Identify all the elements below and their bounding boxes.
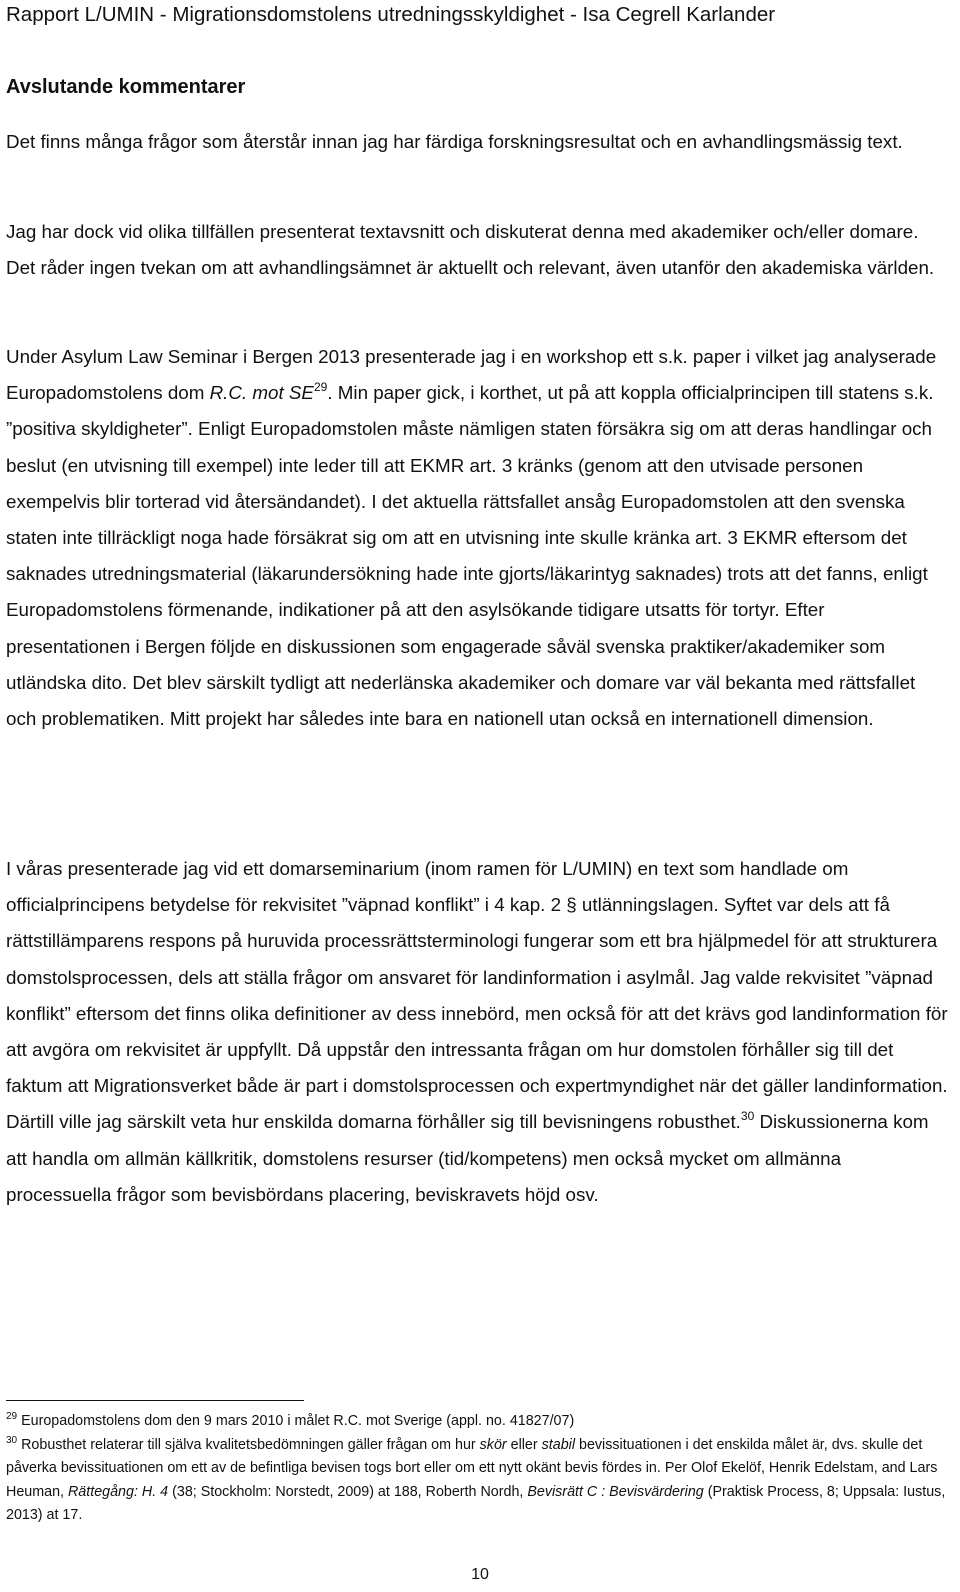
paragraph-presentations: Jag har dock vid olika tillfällen presenterat textavsnitt och diskuterat denna med akademiker och/eller domare. Det råder ingen tvekan om att avhandlingsämnet är aktuellt och relevant, även utanför den akademiska världen.: [6, 221, 935, 279]
footnote-text: eller: [506, 1437, 542, 1453]
footnote-emphasis: stabil: [541, 1437, 576, 1453]
running-header: Rapport L/UMIN - Migrationsdomstolens utredningsskyldighet - Isa Cegrell Karlander: [6, 3, 776, 26]
footnote-text: Robusthet relaterar till själva kvalitetsbedömningen gäller frågan om hur: [17, 1437, 480, 1453]
footnote-emphasis: skör: [479, 1437, 507, 1453]
section-heading: Avslutande kommentarer: [6, 76, 246, 98]
footnote-30: [6, 1434, 950, 1527]
paragraph-bergen-seminar: [6, 339, 950, 737]
paragraph-text: Under Asylum Law Seminar i Bergen 2013 presenterade jag i en workshop ett s.k. paper i vilket jag analyserade Europadomstolens dom: [6, 346, 937, 404]
paragraph-text: I våras presenterade jag vid ett domarseminarium (inom ramen för L/UMIN) en text som handlade om officialprincipens betydelse för rekvisitet ”väpnad konflikt” i 4 kap. 2 § utlänningslagen. Syftet var dels att få rättstillämparens respons på huruvida processrättsterminologi fungerar som ett bra hjälpmedel för att strukturera domstolsprocessen, dels att ställa frågor om ansvaret för landinformation i asylmål. Jag valde rekvisitet ”väpnad konflikt” eftersom det finns olika definitioner av dess innebörd, men också för att det krävs god landinformation för att avgöra om rekvisitet är uppfyllt. Då uppstår den intressanta frågan om hur domstolen förhåller sig till det faktum att Migrationsverket både är part i domstolsprocessen och expertmyndighet när det gäller landinformation. Därtill ville jag särskilt veta hur enskilda domarna förhåller sig till bevisningens robusthet.: [6, 858, 948, 1133]
book-title: Rättegång: H. 4: [67, 1483, 169, 1500]
footnote-text: Europadomstolens dom den 9 mars 2010 i målet R.C. mot Sverige (appl. no. 41827/07): [17, 1413, 575, 1429]
paragraph-judge-seminar: [6, 851, 950, 1213]
paragraph-text: Diskussionerna kom att handla om allmän källkritik, domstolens resurser (tid/kompetens) men också mycket om allmänna processuella frågor som bevisbördans placering, beviskravets höjd osv.: [6, 1111, 929, 1205]
footnote-reference: 29: [313, 380, 328, 395]
case-name: R.C. mot SE: [209, 382, 314, 404]
footnote-text: (Praktisk Process, 8; Uppsala: Iustus, 2013) at 17.: [6, 1483, 946, 1523]
footnote-29: [6, 1410, 950, 1433]
page-number: 10: [471, 1566, 489, 1583]
footnote-text: (38; Stockholm: Norstedt, 2009) at 188, Roberth Nordh,: [168, 1483, 528, 1500]
paragraph-intro: Det finns många frågor som återstår innan jag har färdiga forskningsresultat och en avhandlingsmässig text.: [6, 131, 903, 152]
book-title: Bevisrätt C : Bevisvärdering: [527, 1483, 704, 1500]
footnote-number: 30: [6, 1435, 18, 1446]
footnote-separator: [6, 1400, 304, 1401]
footnote-reference: 30: [740, 1109, 755, 1124]
paragraph-text: . Min paper gick, i korthet, ut på att koppla officialprincipen till statens s.k. ”positiva skyldigheter”. Enligt Europadomstolen måste nämligen staten försäkra sig om att deras handlingar och beslut (en utvisning till exempel) inte leder till att EKMR art. 3 kränks (genom att den utvisade personen exempelvis blir torterad vid återsändandet). I det aktuella rättsfallet ansåg Europadomstolen att den svenska staten inte tillräckligt noga hade försäkrat sig om att en utvisning inte skulle kränka art. 3 EKMR eftersom det saknades utredningsmaterial (läkarundersökning hade inte gjorts/läkarintyg saknades) trots att det fanns, enligt Europadomstolens förmenande, indikationer på att den asylsökande tidigare utsatts för tortyr. Efter presentationen i Bergen följde en diskussionen som engagerade såväl svenska praktiker/akademiker som utländska dito. Det blev särskilt tydligt att nederlänska akademiker och domare var väl bekanta med rättsfallet och problematiken. Mitt projekt har således inte bara en nationell utan också en internationell dimension.: [6, 382, 934, 730]
footnote-number: 29: [6, 1411, 18, 1422]
footnote-text: bevissituationen i det enskilda målet är, dvs. skulle det påverka bevissituationen om ett av de befintliga bevisen togs bort eller om ett nytt okänt bevis fördes in. Per Olof Ekelöf, Henrik Edelstam, and Lars Heuman,: [6, 1437, 938, 1500]
